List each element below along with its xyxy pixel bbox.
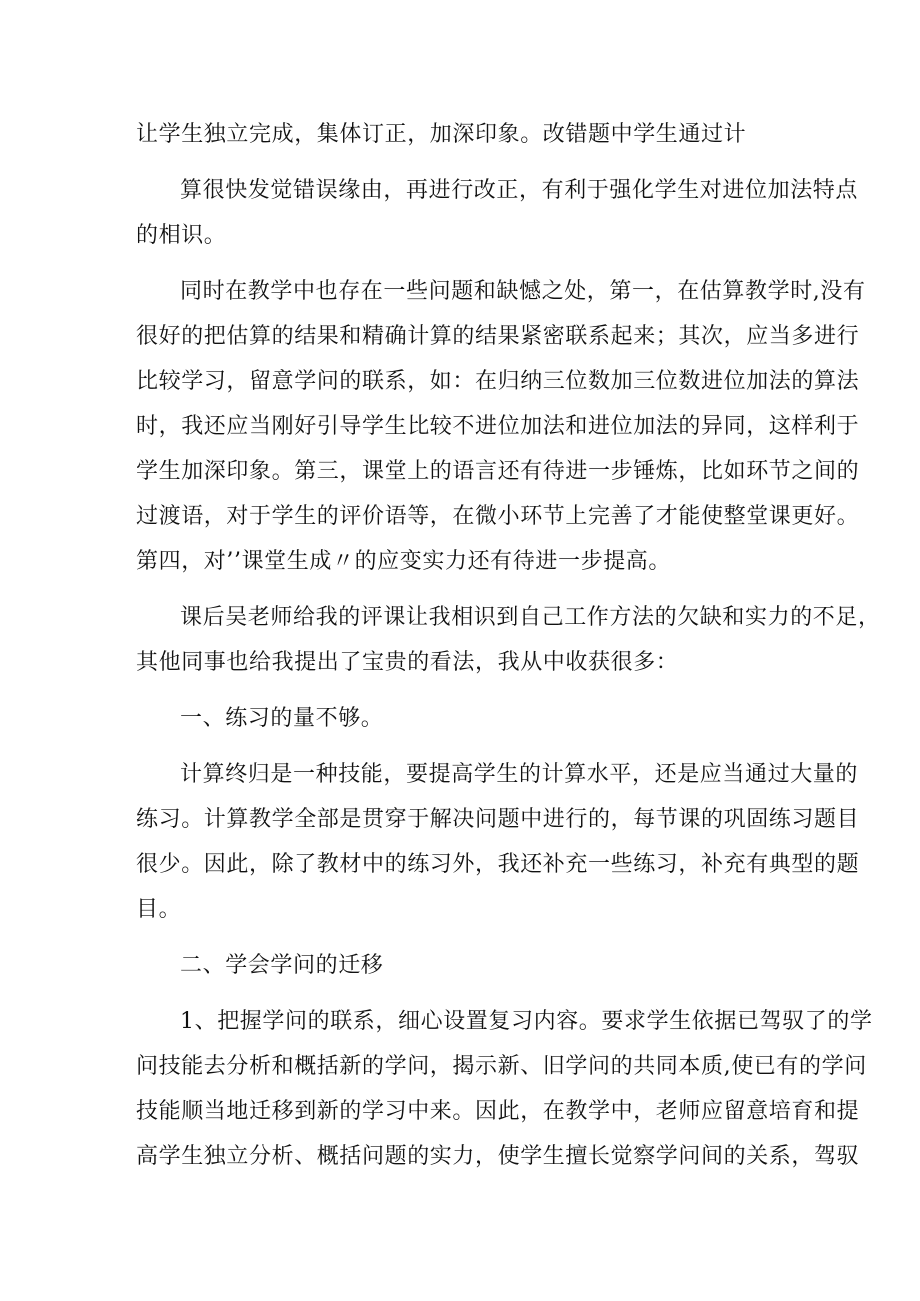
text-line-20: 问技能去分析和概括新的学问，揭示新、旧学问的共同本质,使已有的学问 [136, 1054, 867, 1079]
section-heading-1: 一、练习的量不够。 [180, 706, 384, 731]
section-heading-2: 二、学会学问的迁移 [180, 953, 384, 978]
text-line-1: 让学生独立完成，集体订正，加深印象。改错题中学生通过计 [136, 122, 747, 147]
text-line-15: 练习。计算教学全部是贯穿于解决问题中进行的，每节课的巩固练习题目 [136, 807, 860, 832]
paragraph-line-19: 1、把握学问的联系，细心设置复习内容。要求学生依据已驾驭了的学 [180, 1009, 873, 1034]
text-line-22: 高学生独立分析、概括问题的实力，使学生擅长觉察学问间的关系，驾驭 [136, 1144, 860, 1169]
text-line-5: 很好的把估算的结果和精确计算的结果紧密联系起来；其次，应当多进行 [136, 324, 860, 349]
paragraph-line-4: 同时在教学中也存在一些问题和缺憾之处，第一，在估算教学时,没有 [180, 279, 866, 304]
text-line-8: 学生加深印象。第三，课堂上的语言还有待进一步锤炼，比如环节之间的 [136, 459, 860, 484]
paragraph-line-2: 算很快发觉错误缘由，再进行改正，有利于强化学生对进位加法特点 [180, 178, 859, 203]
text-line-3: 的相识。 [136, 223, 227, 248]
text-line-6: 比较学习，留意学问的联系，如：在归纳三位数加三位数进位加法的算法 [136, 369, 860, 394]
text-line-10: 第四，对’’课堂生成〃的应变实力还有待进一步提高。 [136, 549, 671, 574]
text-line-17: 目。 [136, 897, 182, 922]
paragraph-line-14: 计算终归是一种技能，要提高学生的计算水平，还是应当通过大量的 [180, 762, 859, 787]
paragraph-line-11: 课后吴老师给我的评课让我相识到自己工作方法的欠缺和实力的不足， [180, 605, 881, 630]
text-line-7: 时，我还应当刚好引导学生比较不进位加法和进位加法的异同，这样利于 [136, 414, 860, 439]
text-line-21: 技能顺当地迁移到新的学习中来。因此，在教学中，老师应留意培育和提 [136, 1099, 860, 1124]
text-line-12: 其他同事也给我提出了宝贵的看法，我从中收获很多： [136, 650, 679, 675]
text-line-16: 很少。因此，除了教材中的练习外，我还补充一些练习，补充有典型的题 [136, 852, 860, 877]
text-line-9: 过渡语，对于学生的评价语等，在微小环节上完善了才能使整堂课更好。 [136, 504, 860, 529]
